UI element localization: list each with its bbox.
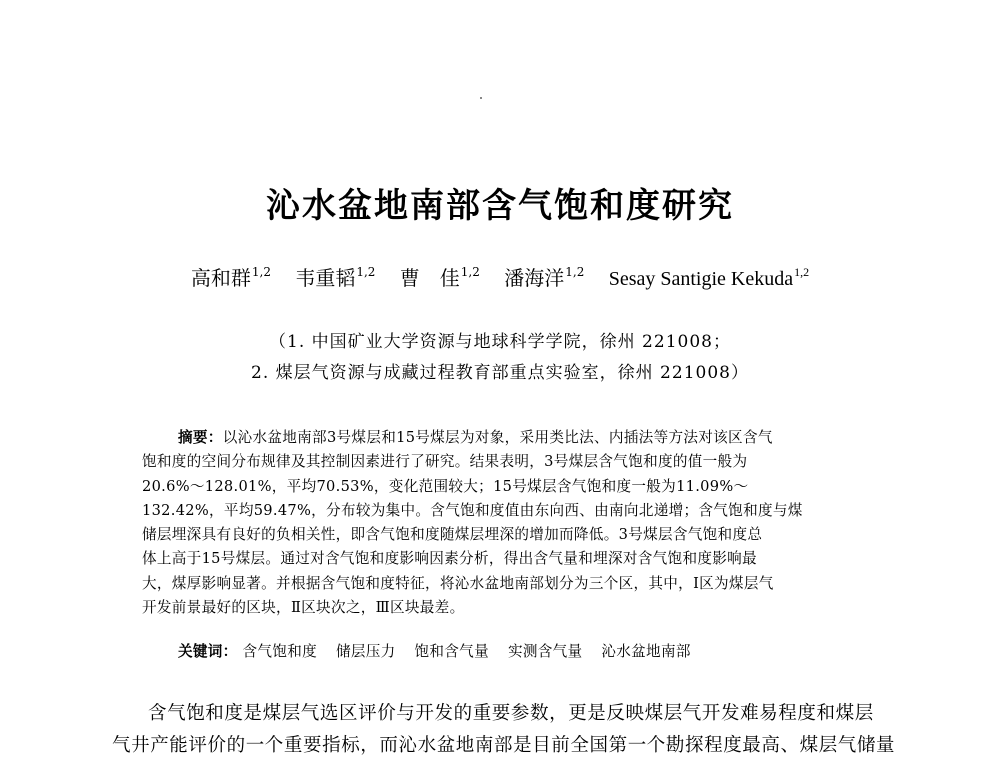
abstract-label: 摘要： — [178, 429, 223, 446]
keywords — [178, 640, 705, 661]
abstract-line: 体上高于15号煤层。通过对含气饱和度影响因素分析，得出含气量和埋深对含气饱和度影响最 — [142, 550, 757, 568]
author-list — [0, 262, 1000, 291]
author-name: 高和群 — [190, 266, 251, 290]
abstract-line — [142, 426, 882, 450]
scan-speck — [480, 97, 482, 99]
keyword-item: 储层压力 — [335, 643, 396, 660]
keywords-label: 关键词： — [178, 643, 238, 660]
author-affil-mark: 1,2 — [251, 265, 271, 279]
author-name: 韦重韬 — [295, 266, 356, 290]
body-line: 气井产能评价的一个重要指标，而沁水盆地南部是目前全国第一个勘探程度最高、煤层气储量 — [112, 735, 896, 756]
author-name: 曹 佳 — [399, 266, 460, 290]
abstract — [142, 426, 882, 620]
author-item — [295, 262, 375, 291]
keyword-item: 饱和含气量 — [414, 643, 489, 660]
author-name: Sesay Santigie Kekuda — [608, 268, 794, 290]
author-item — [400, 262, 480, 291]
author-affil-mark: 1,2 — [460, 265, 480, 279]
body-paragraph — [112, 698, 912, 762]
author-affil-mark: 1,2 — [794, 265, 810, 279]
author-affil-mark: 1,2 — [356, 265, 376, 279]
affiliation-line: 2. 煤层气资源与成藏过程教育部重点实验室，徐州 221008） — [251, 363, 749, 383]
abstract-text: 以沁水盆地南部3号煤层和15号煤层为对象，采用类比法、内插法等方法对该区含气 — [222, 429, 773, 446]
abstract-line: 大，煤厚影响显著。并根据含气饱和度特征，将沁水盆地南部划分为三个区，其中，Ⅰ区为煤层气 — [142, 574, 774, 592]
keyword-item: 含气饱和度 — [242, 643, 318, 660]
keyword-item: 实测含气量 — [507, 643, 583, 660]
paper-title: 沁水盆地南部含气饱和度研究 — [266, 186, 734, 226]
author-item — [504, 262, 584, 291]
author-item — [191, 262, 271, 291]
author-name: 潘海洋 — [504, 266, 565, 290]
abstract-line: 饱和度的空间分布规律及其控制因素进行了研究。结果表明，3号煤层含气饱和度的值一般为 — [142, 453, 748, 471]
abstract-line: 20.6%～128.01%，平均70.53%，变化范围较大；15号煤层含气饱和度一般为11.09%～ — [142, 477, 749, 495]
keyword-item: 沁水盆地南部 — [601, 643, 691, 660]
abstract-line: 开发前景最好的区块，Ⅱ区块次之，Ⅲ区块最差。 — [142, 599, 465, 617]
abstract-line: 储层埋深具有良好的负相关性，即含气饱和度随煤层埋深的增加而降低。3号煤层含气饱和度总 — [142, 526, 763, 544]
body-line: 含气饱和度是煤层气选区评价与开发的重要参数，更是反映煤层气开发难易程度和煤层 — [148, 703, 874, 724]
abstract-line: 132.42%，平均59.47%，分布较为集中。含气饱和度值由东向西、由南向北递增；含气饱和度与煤 — [142, 501, 803, 519]
author-item — [609, 265, 809, 291]
author-affil-mark: 1,2 — [565, 265, 585, 279]
affiliation-line: （1. 中国矿业大学资源与地球科学学院，徐州 221008； — [269, 332, 731, 352]
